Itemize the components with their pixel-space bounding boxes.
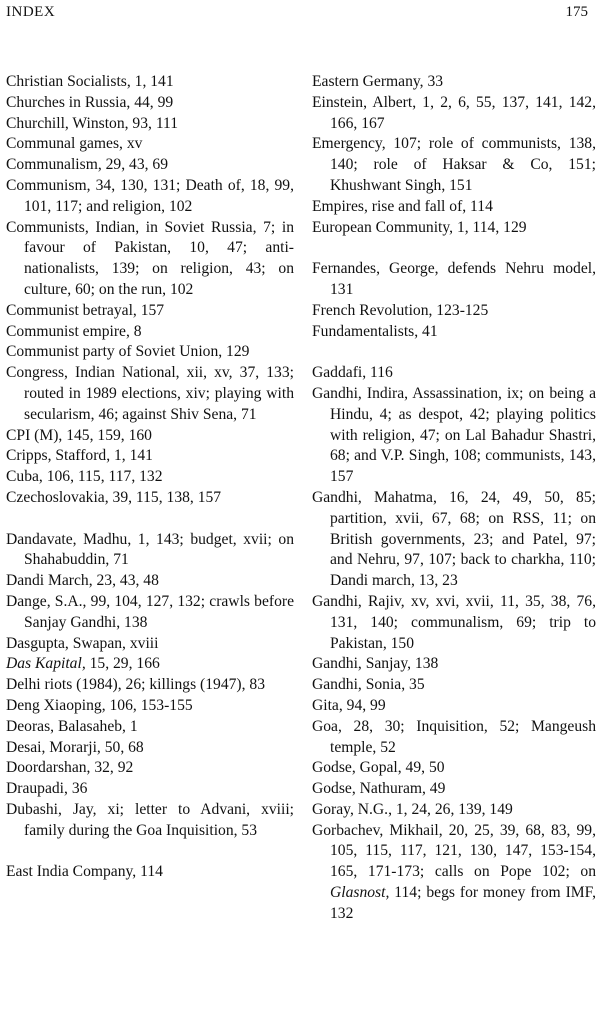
index-entry <box>6 426 294 447</box>
index-entry <box>6 738 294 759</box>
index-entry <box>312 322 596 343</box>
index-entry <box>6 467 294 488</box>
index-entry-text: Czechoslovakia, 39, 115, 138, 157 <box>6 488 222 506</box>
index-entry <box>6 654 294 675</box>
index-entry-text: Dandavate, Madhu, 1, 143; budget, xvii; on Shahabuddin, 71 <box>6 530 294 569</box>
index-entry <box>6 696 294 717</box>
index-entry <box>312 675 596 696</box>
index-entry-text: Fernandes, George, defends Nehru model, 131 <box>312 260 596 298</box>
index-entry <box>6 322 294 343</box>
letter-group-gap <box>6 841 294 862</box>
index-entry-text: Goa, 28, 30; Inquisition, 52; Mangeush temple, 52 <box>312 717 596 756</box>
index-entry <box>312 592 596 654</box>
index-entry <box>312 134 596 196</box>
index-entry-text: Dandi March, 23, 43, 48 <box>6 572 159 590</box>
index-entry-text: Communist betrayal, 157 <box>6 301 165 319</box>
index-entry <box>312 93 596 135</box>
index-entry <box>312 758 596 779</box>
index-entry-text: 114; begs for money from IMF, 132 <box>330 884 596 922</box>
index-entry-text: Gaddafi, 116 <box>312 364 393 382</box>
index-entry-text: Cripps, Stafford, 1, 141 <box>6 447 153 465</box>
index-entry-text: Dubashi, Jay, xi; letter to Advani, xviii; family during the Goa Inquisition, 53 <box>6 800 294 839</box>
index-entry-text: Communal games, xv <box>6 135 143 153</box>
index-entry <box>6 134 294 155</box>
index-entry-text: Emergency, 107; role of communists, 138, 140; role of Haksar & Co, 151; Khushwant Singh, 151 <box>312 135 596 194</box>
index-entry <box>6 800 294 842</box>
index-entry <box>6 446 294 467</box>
index-entry <box>6 592 294 634</box>
index-entry-text: Godse, Gopal, 49, 50 <box>312 759 445 777</box>
index-entry-text: Draupadi, 36 <box>6 780 88 798</box>
index-entry-text: Christian Socialists, 1, 141 <box>6 73 174 90</box>
index-entry-text: Deoras, Balasaheb, 1 <box>6 717 138 735</box>
index-entry-text: East India Company, 114 <box>6 863 163 881</box>
letter-group-gap <box>312 238 596 259</box>
index-entry-text: Goray, N.G., 1, 24, 26, 139, 149 <box>312 800 513 818</box>
index-entry <box>6 488 294 509</box>
index-entry-text: Gorbachev, Mikhail, 20, 25, 39, 68, 83, 99, 105, 115, 117, 121, 130, 147, 153-154, 165, 171-173; calls on Pope 102; on <box>312 821 596 881</box>
index-entry-text: Congress, Indian National, xii, xv, 37, 133; routed in 1989 elections, xiv; playing with secularism, 46; against Shiv Sena, 71 <box>6 364 294 423</box>
index-entry <box>312 654 596 675</box>
index-entry <box>312 72 596 93</box>
index-entry-text: Dange, S.A., 99, 104, 127, 132; crawls before Sanjay Gandhi, 138 <box>6 592 294 631</box>
index-entry <box>6 758 294 779</box>
index-entry-text: Communists, Indian, in Soviet Russia, 7; in favour of Pakistan, 10, 47; anti-nationalists, 139; on religion, 43; on culture, 60; on the run, 102 <box>6 218 294 298</box>
index-entry-text: Desai, Morarji, 50, 68 <box>6 738 144 756</box>
index-entry-italic-term: Das Kapital, <box>6 655 86 673</box>
index-entry <box>6 779 294 800</box>
index-entry-text: Delhi riots (1984), 26; killings (1947), 83 <box>6 676 266 694</box>
index-column-left <box>6 72 294 883</box>
index-entry <box>312 717 596 759</box>
index-entry-text: Gandhi, Sanjay, 138 <box>312 655 439 673</box>
index-entry <box>312 218 596 239</box>
index-entry <box>6 634 294 655</box>
index-entry-italic-term: Glasnost, <box>330 884 390 902</box>
index-entry-text: Communist party of Soviet Union, 129 <box>6 343 250 361</box>
index-entry-text: European Community, 1, 114, 129 <box>312 218 527 236</box>
page-number: 175 <box>565 4 588 20</box>
index-entry-text: Communism, 34, 130, 131; Death of, 18, 99, 101, 117; and religion, 102 <box>6 176 294 215</box>
index-entry-text: Churchill, Winston, 93, 111 <box>6 114 179 132</box>
index-entry <box>6 862 294 883</box>
index-entry-text: CPI (M), 145, 159, 160 <box>6 426 152 444</box>
index-entry <box>312 301 596 322</box>
index-entry <box>6 218 294 301</box>
index-entry-text: Doordarshan, 32, 92 <box>6 759 134 777</box>
index-entry <box>312 488 596 592</box>
index-entry-text: Fundamentalists, 41 <box>312 322 438 340</box>
index-entry <box>6 176 294 218</box>
index-entry-text: French Revolution, 123-125 <box>312 301 489 319</box>
index-entry-text: Eastern Germany, 33 <box>312 73 444 90</box>
index-entry <box>6 571 294 592</box>
index-entry-text: Deng Xiaoping, 106, 153-155 <box>6 696 193 714</box>
index-entry-text: Communalism, 29, 43, 69 <box>6 156 169 174</box>
index-entry-text: Gandhi, Rajiv, xv, xvi, xvii, 11, 35, 38, 76, 131, 140; communalism, 69; trip to Pakistan, 150 <box>312 592 596 652</box>
index-entry <box>312 363 596 384</box>
index-entry-text: Gandhi, Indira, Assassination, ix; on being a Hindu, 4; as despot, 42; playing politics with religion, 47; on Lal Bahadur Shastri, 68; and V.P. Singh, 108; communists, 143, 157 <box>312 384 596 486</box>
index-entry <box>312 779 596 800</box>
index-column-right <box>312 72 596 925</box>
index-entry <box>312 800 596 821</box>
index-entry <box>6 301 294 322</box>
index-entry-text: Godse, Nathuram, 49 <box>312 780 446 798</box>
index-entry <box>6 342 294 363</box>
index-entry <box>312 197 596 218</box>
index-entry <box>6 72 294 93</box>
page-header <box>6 4 588 24</box>
index-entry <box>6 93 294 114</box>
index-entry <box>312 696 596 717</box>
index-entry <box>6 363 294 425</box>
index-entry-text: Empires, rise and fall of, 114 <box>312 197 493 215</box>
index-entry <box>6 717 294 738</box>
index-entry-text: Dasgupta, Swapan, xviii <box>6 634 159 652</box>
running-head: INDEX <box>6 4 56 20</box>
index-entry-text: Gita, 94, 99 <box>312 696 386 714</box>
index-entry <box>6 114 294 135</box>
index-entry-text: Gandhi, Sonia, 35 <box>312 676 425 694</box>
letter-group-gap <box>6 509 294 530</box>
index-entry <box>312 821 596 925</box>
index-entry <box>312 384 596 488</box>
index-entry <box>6 675 294 696</box>
letter-group-gap <box>312 342 596 363</box>
index-entry-text: Einstein, Albert, 1, 2, 6, 55, 137, 141, 142, 166, 167 <box>312 93 596 132</box>
index-entry <box>6 155 294 176</box>
index-entry <box>6 530 294 572</box>
index-entry <box>312 259 596 301</box>
index-entry-text: Cuba, 106, 115, 117, 132 <box>6 468 163 486</box>
index-entry-text: Churches in Russia, 44, 99 <box>6 93 174 111</box>
index-entry-text: Gandhi, Mahatma, 16, 24, 49, 50, 85; partition, xvii, 67, 68; on RSS, 11; on British governments, 23; and Patel, 97; and Nehru, 97, 107; back to charkha, 110; Dandi march, 13, 23 <box>312 488 596 590</box>
index-entry-text: Communist empire, 8 <box>6 322 142 340</box>
index-entry-text: 15, 29, 166 <box>85 655 160 673</box>
